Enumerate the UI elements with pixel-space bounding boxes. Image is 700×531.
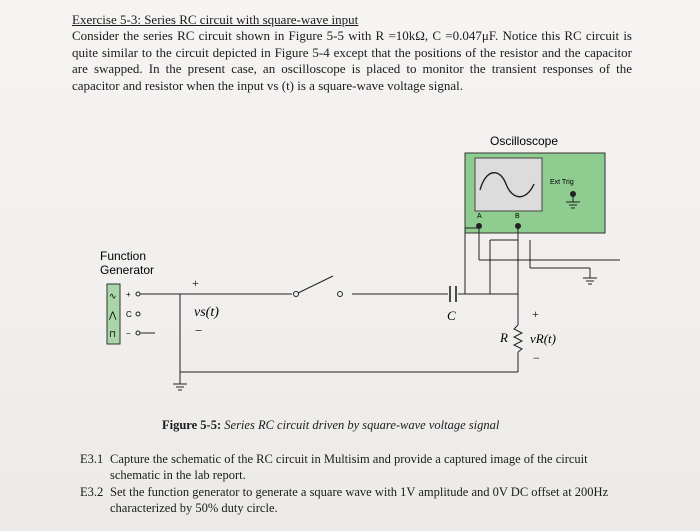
task-number: E3.2 — [80, 485, 104, 499]
resistor-zigzag — [514, 325, 522, 352]
oscilloscope-screen — [475, 158, 542, 211]
fg-square-icon: ⊓ — [109, 329, 117, 339]
figure-caption — [162, 418, 499, 433]
switch-right-contact — [338, 292, 343, 297]
switch-left-contact — [294, 292, 299, 297]
resistor-voltage-label: vR(t) — [530, 331, 556, 346]
fg-terminal-minus: − — [126, 329, 131, 338]
source-label: vs(t) — [194, 305, 219, 320]
fg-label-line2: Generator — [100, 263, 155, 277]
source-minus: − — [195, 323, 203, 338]
figure-number: Figure 5-5: — [162, 418, 222, 432]
channel-b-label: B — [515, 213, 520, 220]
task-item — [80, 452, 640, 483]
task-text: Set the function generator to generate a square wave with 1V amplitude and 0V DC offset at 200Hz characterized by 50% duty circle. — [110, 485, 609, 515]
fg-label-line1: Function — [100, 249, 147, 263]
fg-sine-icon: ∿ — [109, 291, 117, 301]
task-item — [80, 485, 640, 516]
task-number: E3.1 — [80, 452, 104, 466]
fg-terminal-com: C — [126, 310, 132, 319]
ext-trig-label: Ext Trig — [550, 179, 574, 186]
capacitor-label: C — [447, 308, 456, 323]
fg-terminal-plus: + — [126, 290, 131, 299]
fg-triangle-icon: ⋀ — [109, 310, 117, 320]
channel-a-label: A — [477, 213, 482, 220]
circuit-wires — [180, 226, 620, 372]
source-plus: + — [192, 276, 199, 290]
task-list — [80, 452, 640, 518]
exercise-title: Exercise 5-3: Series RC circuit with square-wave input — [72, 12, 359, 27]
figure-caption-text: Series RC circuit driven by square-wave voltage signal — [224, 418, 500, 432]
task-text: Capture the schematic of the RC circuit in Multisim and provide a captured image of the circuit schematic in the lab report. — [110, 452, 588, 482]
oscilloscope-label: Oscilloscope — [490, 134, 559, 148]
switch-blade — [298, 276, 333, 293]
resistor-label: R — [500, 330, 508, 345]
resistor-minus: − — [533, 351, 540, 365]
resistor-plus: + — [532, 307, 539, 321]
exercise-intro: Consider the series RC circuit shown in Figure 5-5 with R =10kΩ, C =0.047μF. Notice this RC circuit is quite similar to the circuit depicted in Figure 5-4 except that the positions of the resistor and the capacitor are swapped. In the present case, an oscilloscope is placed to monitor the transient responses of the capacitor and resistor when the input vs (t) is a square-wave voltage signal. — [72, 28, 632, 93]
